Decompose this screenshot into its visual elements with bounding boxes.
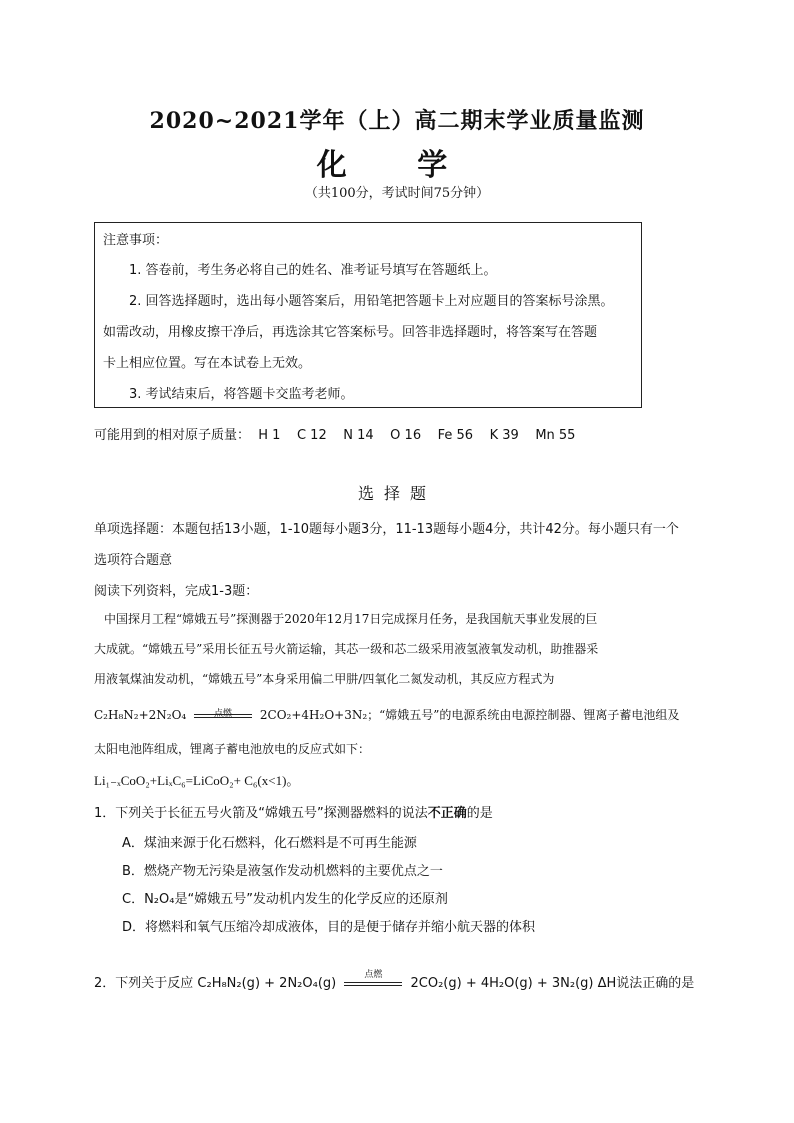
question-1-stem: [94, 802, 493, 821]
notice-item-3: 3. 考试结束后，将答题卡交监考老师。: [129, 387, 354, 402]
notice-item-2-cont: 如需改动，用橡皮擦干净后，再选涂其它答案标号。回答非选择题时，将答案写在答题: [103, 325, 598, 340]
reaction-condition: 点燃: [364, 969, 383, 980]
question-1-text: 1．下列关于长征五号火箭及“嫦娥五号”探测器燃料的说法: [94, 806, 428, 821]
exam-info: （共100分，考试时间75分钟）: [304, 186, 490, 201]
material-line-6: Li₁₋ₓCoO₂+LiₓC₆=LiCoO₂+ C₆(x<1)。: [94, 773, 300, 788]
question-2-stem: [94, 969, 695, 991]
section-title: 选择题: [357, 484, 436, 503]
instructions-line-2: 选项符合题意: [94, 553, 173, 568]
question-1-option-a: A．煤油来源于化石燃料，化石燃料是不可再生能源: [122, 836, 417, 851]
atomic-masses: 可能用到的相对原子质量： H 1 C 12 N 14 O 16 Fe 56 K 39 Mn 55: [94, 428, 576, 443]
exam-title: 2020~2021学年（上）高二期末学业质量监测: [149, 108, 645, 134]
equation-products: 2CO₂+4H₂O+3N₂；“嫦娥五号”的电源系统由电源控制器、锂离子蓄电池组及: [259, 708, 680, 722]
subject-title: 化 学: [316, 148, 478, 183]
question-2-tail: 2CO₂(g) + 4H₂O(g) + 3N₂(g) ΔH说法正确的是: [410, 976, 695, 991]
reading-prompt: 阅读下列资料，完成1-3题：: [94, 584, 259, 599]
material-line-1: 中国探月工程“嫦娥五号”探测器于2020年12月17日完成探月任务，是我国航天事业发展的巨: [104, 612, 598, 626]
question-1-option-d: D．将燃料和氧气压缩冷却成液体，目的是便于储存并缩小航天器的体积: [122, 920, 536, 935]
question-1-tail: 的是: [466, 806, 493, 821]
reaction-arrow-icon: [194, 709, 252, 723]
material-line-2: 大成就。“嫦娥五号”采用长征五号火箭运输，其芯一级和芯二级采用液氢液氧发动机，助推器采: [94, 642, 599, 656]
question-1-option-c: C．N₂O₄是“嫦娥五号”发动机内发生的化学反应的还原剂: [122, 892, 448, 907]
reaction-condition: 点燃: [214, 708, 233, 719]
reaction-arrow-icon: [344, 969, 402, 991]
question-2-text: 2．下列关于反应 C₂H₈N₂(g) + 2N₂O₄(g): [94, 976, 337, 991]
notice-title: 注意事项：: [103, 233, 169, 248]
question-1-emphasis: 不正确: [427, 806, 467, 821]
material-line-5: 太阳电池阵组成，锂离子蓄电池放电的反应式如下：: [94, 742, 371, 756]
notice-item-2: 2. 回答选择题时，选出每小题答案后，用铅笔把答题卡上对应题目的答案标号涂黑。: [129, 294, 614, 309]
question-1-option-b: B．燃烧产物无污染是液氢作发动机燃料的主要优点之一: [122, 864, 443, 879]
equation-reactants: C₂H₈N₂+2N₂O₄: [94, 708, 187, 722]
instructions-line-1: 单项选择题：本题包括13小题，1-10题每小题3分，11-13题每小题4分，共计42分。每小题只有一个: [94, 522, 679, 537]
notice-item-1: 1. 答卷前，考生务必将自己的姓名、准考证号填写在答题纸上。: [129, 263, 497, 278]
material-line-3: 用液氧煤油发动机，“嫦娥五号”本身采用偏二甲肼/四氧化二氮发动机，其反应方程式为: [94, 672, 555, 686]
material-equation: [94, 700, 704, 730]
notice-box: [94, 222, 642, 408]
notice-item-2-cont2: 卡上相应位置。写在本试卷上无效。: [103, 356, 312, 371]
